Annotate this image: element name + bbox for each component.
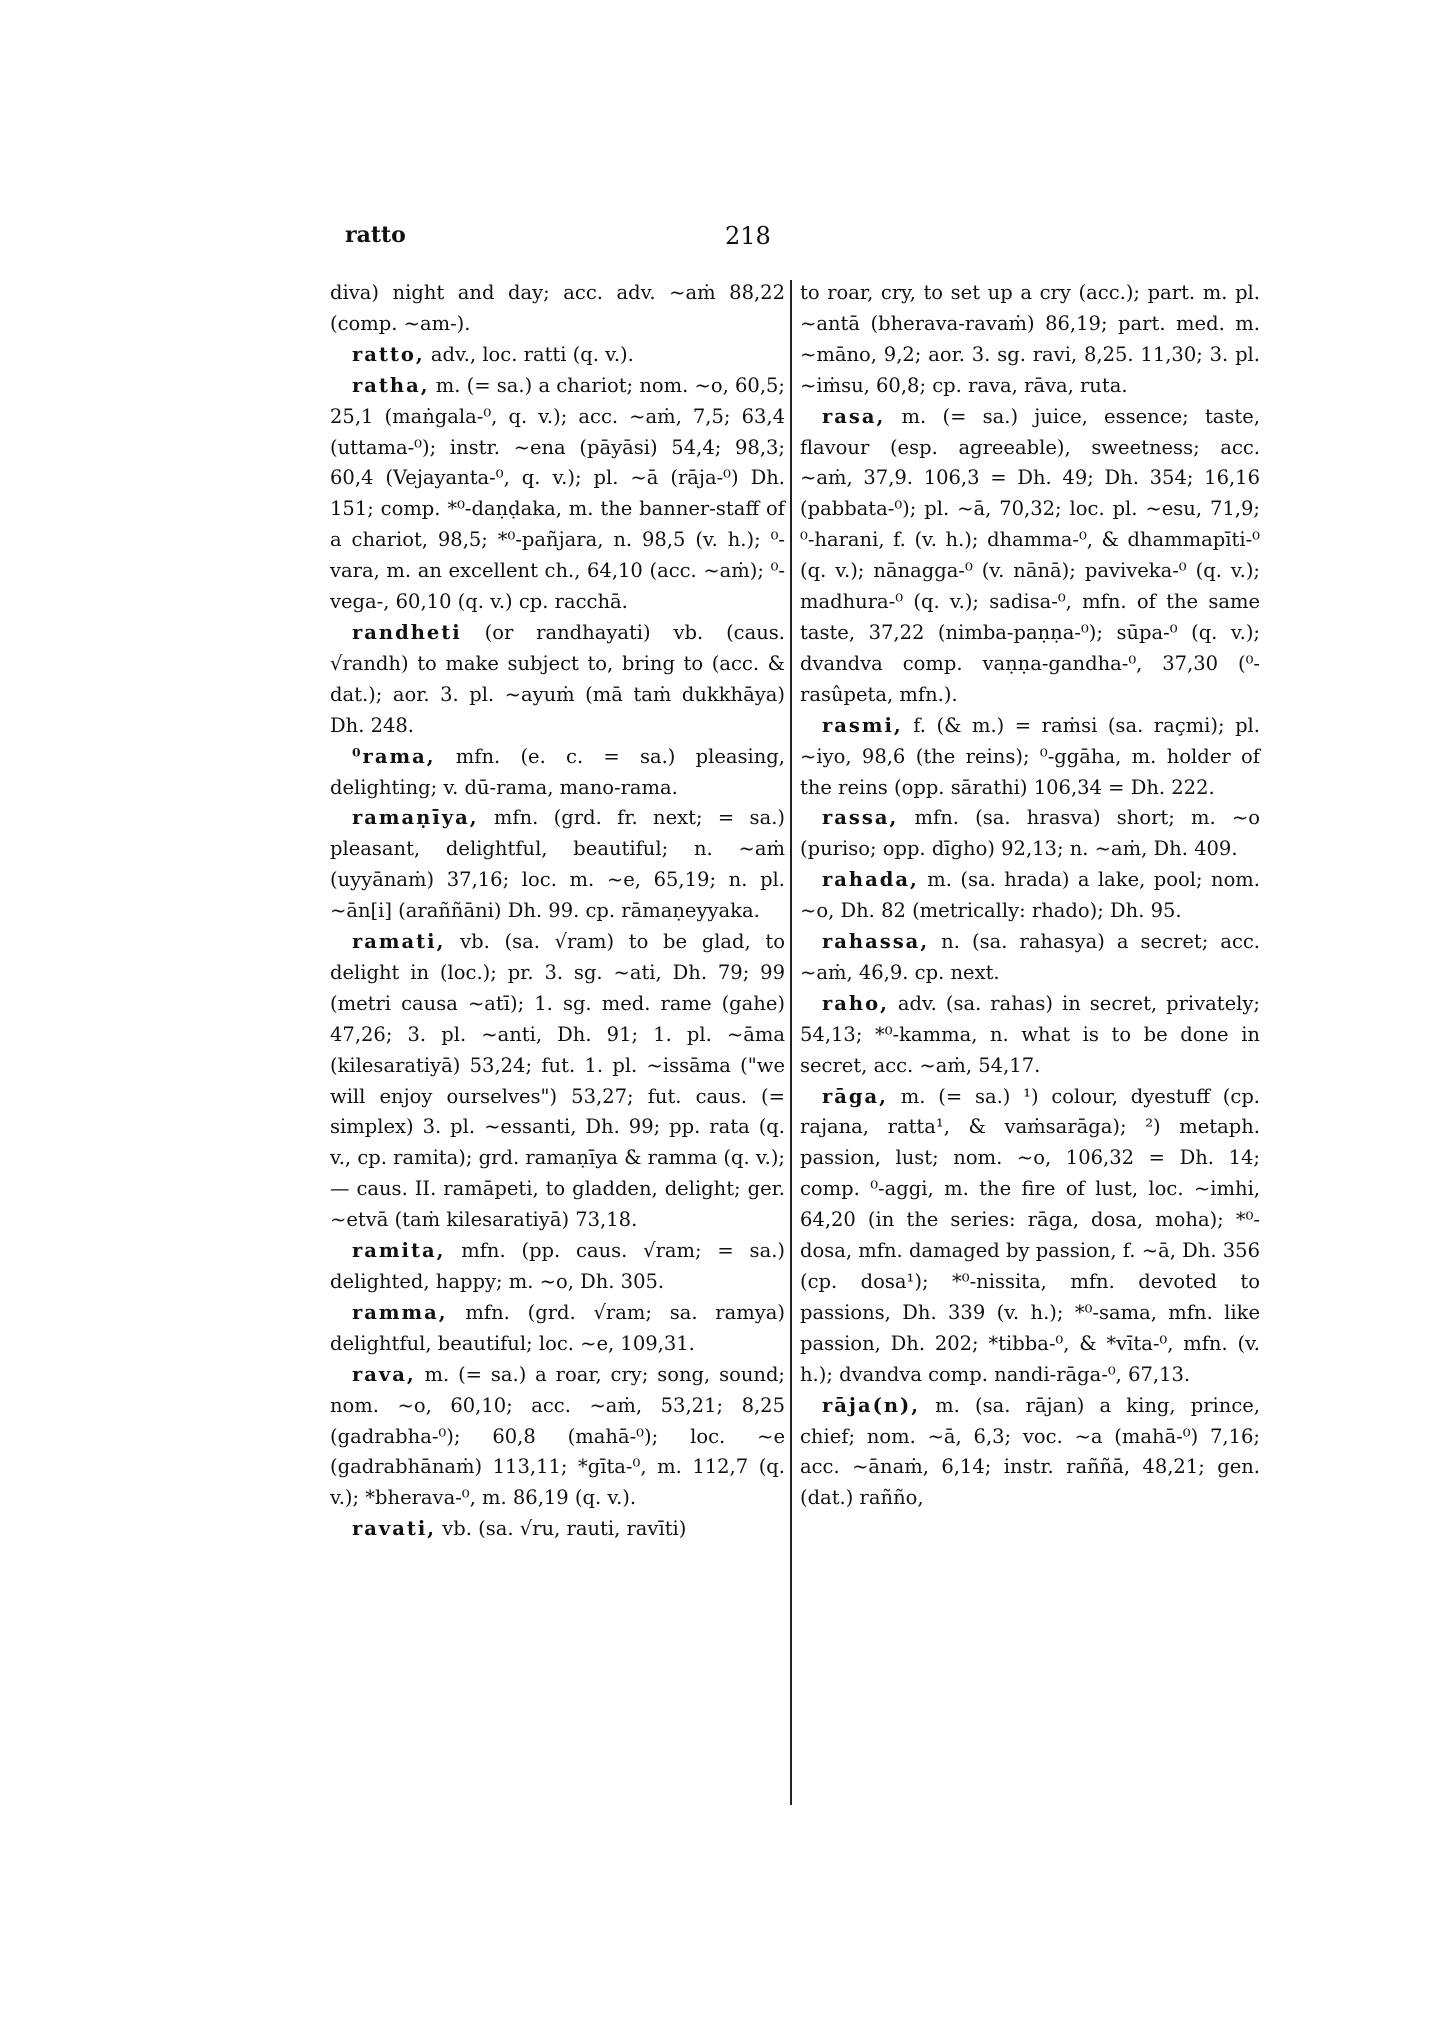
entry-headword: rassa, [822, 806, 899, 830]
entry-headword: ravati, [352, 1517, 437, 1541]
dictionary-entry [330, 371, 785, 618]
entry-text: mfn. (grd. √ram; sa. ramya) delightful, beautiful; loc. ~e, 109,31. [330, 1300, 785, 1355]
entry-headword: raho, [822, 991, 889, 1015]
dictionary-entry [800, 1391, 1260, 1515]
dictionary-entry [800, 865, 1260, 927]
entry-text: m. (sa. rājan) a king, prince, chief; nom. ~ā, 6,3; voc. ~a (mahā-⁰) 7,16; acc. ~ānaṁ, 6,14; instr. raññā, 48,21; gen. (dat.) rañño, [800, 1393, 1260, 1510]
dictionary-entry [800, 711, 1260, 804]
entry-headword: ramma, [352, 1300, 448, 1324]
dictionary-entry [800, 1082, 1260, 1391]
entry-text: m. (= sa.) ¹) colour, dyestuff (cp. rajana, ratta¹, & vaṁsarāga); ²) metaph. passion, lust; nom. ~o, 106,32 = Dh. 14; comp. ⁰-aggi, m. the fire of lust, loc. ~imhi, 64,20 (in the series: rāga, dosa, moha); *⁰-dosa, mfn. damaged by passion, f. ~ā, Dh. 356 (cp. dosa¹); *⁰-nissita, mfn. devoted to passions, Dh. 339 (v. h.); *⁰-sama, mfn. like passion, Dh. 202; *tibba-⁰, & *vīta-⁰, mfn. (v. h.); dvandva comp. nandi-rāga-⁰, 67,13. [800, 1084, 1260, 1386]
dictionary-entry [330, 1236, 785, 1298]
column-divider [790, 280, 792, 1805]
entry-headword: ratto, [352, 342, 425, 366]
dictionary-entry [330, 1360, 785, 1515]
entry-headword: ⁰rama, [352, 744, 436, 768]
running-headword: ratto [345, 222, 406, 248]
dictionary-entry [800, 803, 1260, 865]
entry-text: (or randhayati) vb. (caus. √randh) to make subject to, bring to (acc. & dat.); aor. 3. pl. ~ayuṁ (mā taṁ dukkhāya) Dh. 248. [330, 620, 785, 737]
right-column [800, 278, 1260, 1514]
entry-text: vb. (sa. √ram) to be glad, to delight in (loc.); pr. 3. sg. ~ati, Dh. 79; 99 (metri causa ~atī); 1. sg. med. rame (gahe) 47,26; 3. pl. ~anti, Dh. 91; 1. pl. ~āma (kilesaratiyā) 53,24; fut. 1. pl. ~issāma ("we will enjoy ourselves") 53,27; fut. caus. (= simplex) 3. pl. ~essanti, Dh. 99; pp. rata (q. v., cp. ramita); grd. ramaṇīya & ramma (q. v.); — caus. II. ramāpeti, to gladden, delight; ger. ~etvā (taṁ kilesaratiyā) 73,18. [330, 930, 785, 1232]
entry-headword: rahassa, [822, 930, 930, 954]
entry-headword: ramita, [352, 1239, 446, 1263]
dictionary-entry [330, 927, 785, 1236]
entry-text: m. (= sa.) a chariot; nom. ~o, 60,5; 25,1 (maṅgala-⁰, q. v.); acc. ~aṁ, 7,5; 63,4 (uttama-⁰); instr. ~ena (pāyāsi) 54,4; 98,3; 60,4 (Vejayanta-⁰, q. v.); pl. ~ā (rāja-⁰) Dh. 151; comp. *⁰-daṇḍaka, m. the banner-staff of a chariot, 98,5; *⁰-pañjara, n. 98,5 (v. h.); ⁰-vara, m. an excellent ch., 64,10 (acc. ~aṁ); ⁰-vega-, 60,10 (q. v.) cp. racchā. [330, 373, 785, 614]
entry-text: n. (sa. rahasya) a secret; acc. ~aṁ, 46,9. cp. next. [800, 930, 1260, 984]
entry-headword: ratha, [352, 373, 430, 397]
entry-text: adv. (sa. rahas) in secret, privately; 54,13; *⁰-kamma, n. what is to be done in secret, acc. ~aṁ, 54,17. [800, 991, 1260, 1077]
entry-text: m. (= sa.) juice, essence; taste, flavour (esp. agreeable), sweetness; acc. ~aṁ, 37,9. 106,3 = Dh. 49; Dh. 354; 16,16 (pabbata-⁰); pl. ~ā, 70,32; loc. pl. ~esu, 71,9; ⁰-harani, f. (v. h.); dhamma-⁰, & dhammapīti-⁰ (q. v.); nānagga-⁰ (v. nānā); paviveka-⁰ (q. v.); madhura-⁰ (q. v.); sadisa-⁰, mfn. of the same taste, 37,22 (nimba-paṇṇa-⁰); sūpa-⁰ (q. v.); dvandva comp. vaṇṇa-gandha-⁰, 37,30 (⁰-rasûpeta, mfn.). [800, 404, 1260, 706]
dictionary-entry [330, 803, 785, 927]
entry-headword: rasmi, [822, 713, 903, 737]
dictionary-entry [800, 927, 1260, 989]
dictionary-entry [800, 989, 1260, 1082]
dictionary-entry [330, 278, 785, 340]
page-number: 218 [725, 222, 771, 250]
entry-headword: ramaṇīya, [352, 806, 479, 830]
entry-text: mfn. (grd. fr. next; = sa.) pleasant, delightful, beautiful; n. ~aṁ (uyyānaṁ) 37,16; loc. m. ~e, 65,19; n. pl. ~ān[i] (araññāni) Dh. 99. cp. rāmaṇeyyaka. [330, 806, 785, 923]
left-column [330, 278, 785, 1545]
entry-headword: rasa, [822, 404, 886, 428]
entry-headword: rāga, [822, 1084, 888, 1108]
dictionary-entry [800, 402, 1260, 711]
entry-text: mfn. (pp. caus. √ram; = sa.) delighted, happy; m. ~o, Dh. 305. [330, 1239, 785, 1293]
entry-headword: rahada, [822, 868, 919, 892]
entry-text: m. (sa. hrada) a lake, pool; nom. ~o, Dh. 82 (metrically: rhado); Dh. 95. [800, 868, 1260, 923]
dictionary-entry [330, 1514, 785, 1545]
entry-text: diva) night and day; acc. adv. ~aṁ 88,22 (comp. ~am-). [330, 281, 785, 335]
entry-text: adv., loc. ratti (q. v.). [424, 342, 634, 366]
entry-text: mfn. (sa. hrasva) short; m. ~o (puriso; opp. dīgho) 92,13; n. ~aṁ, Dh. 409. [800, 806, 1260, 861]
entry-headword: rava, [352, 1362, 416, 1386]
entry-text: f. (& m.) = raṁsi (sa. raçmi); pl. ~iyo, 98,6 (the reins); ⁰-ggāha, m. holder of the reins (opp. sārathi) 106,34 = Dh. 222. [800, 713, 1260, 799]
entry-text: vb. (sa. √ru, rauti, ravīti) [436, 1517, 687, 1541]
dictionary-entry [330, 618, 785, 742]
entry-text: to roar, cry, to set up a cry (acc.); part. m. pl. ~antā (bherava-ravaṁ) 86,19; part. med. m. ~māno, 9,2; aor. 3. sg. ravi, 8,25. 11,30; 3. pl. ~iṁsu, 60,8; cp. rava, rāva, ruta. [800, 281, 1260, 397]
dictionary-entry [330, 742, 785, 804]
running-head [345, 222, 1140, 256]
dictionary-entry [800, 278, 1260, 402]
entry-text: mfn. (e. c. = sa.) pleasing, delighting; v. dū-rama, mano-rama. [330, 744, 785, 799]
dictionary-entry [330, 340, 785, 371]
entry-text: m. (= sa.) a roar, cry; song, sound; nom. ~o, 60,10; acc. ~aṁ, 53,21; 8,25 (gadrabha-⁰); 60,8 (mahā-⁰); loc. ~e (gadrabhānaṁ) 113,11; *gīta-⁰, m. 112,7 (q. v.); *bherava-⁰, m. 86,19 (q. v.). [330, 1362, 785, 1510]
entry-headword: randheti [352, 620, 462, 644]
entry-headword: rāja(n), [822, 1393, 921, 1417]
entry-headword: ramati, [352, 930, 446, 954]
dictionary-entry [330, 1298, 785, 1360]
